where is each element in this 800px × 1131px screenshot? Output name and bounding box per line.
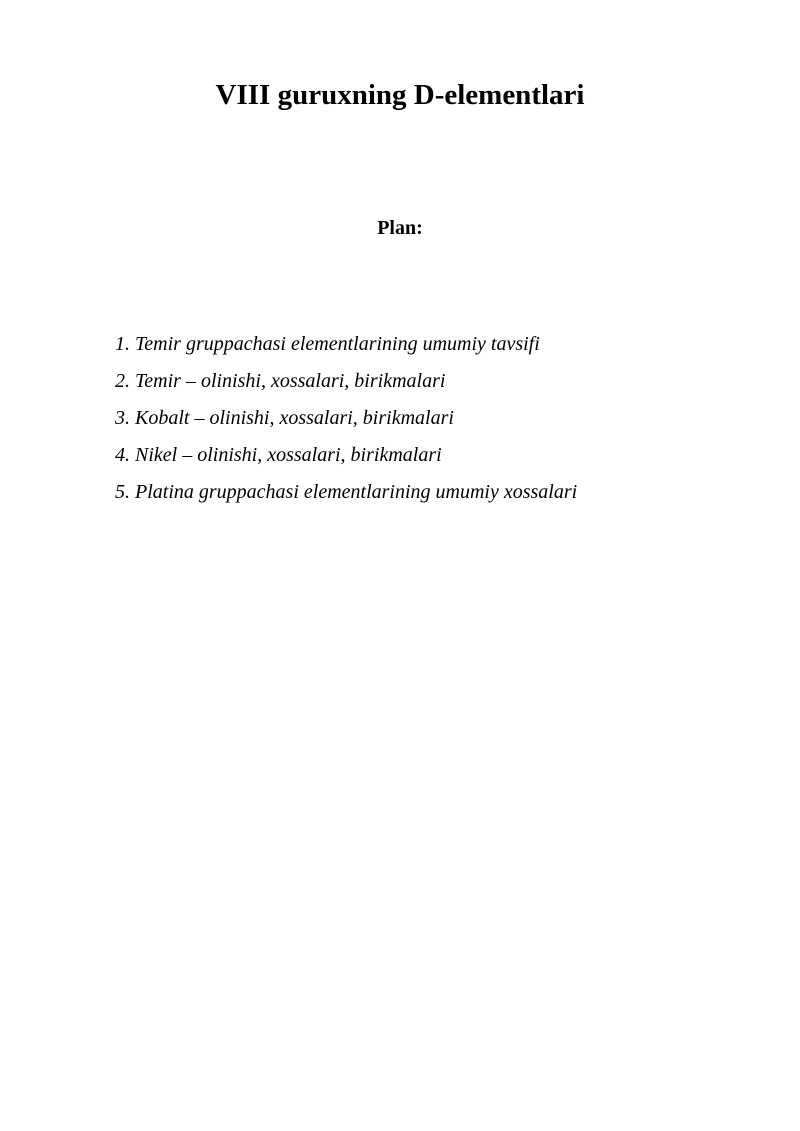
plan-item-3: 3. Kobalt – olinishi, xossalari, birikmalari bbox=[115, 407, 454, 429]
plan-item-2: 2. Temir – olinishi, xossalari, birikmalari bbox=[115, 370, 446, 392]
plan-item-1: 1. Temir gruppachasi elementlarining umumiy tavsifi bbox=[115, 333, 540, 355]
plan-heading: Plan: bbox=[377, 217, 423, 239]
plan-item-4: 4. Nikel – olinishi, xossalari, birikmalari bbox=[115, 444, 442, 466]
plan-item-5: 5. Platina gruppachasi elementlarining umumiy xossalari bbox=[115, 481, 578, 503]
document-title: VIII guruxning D-elementlari bbox=[215, 79, 585, 111]
plan-list bbox=[115, 326, 755, 511]
